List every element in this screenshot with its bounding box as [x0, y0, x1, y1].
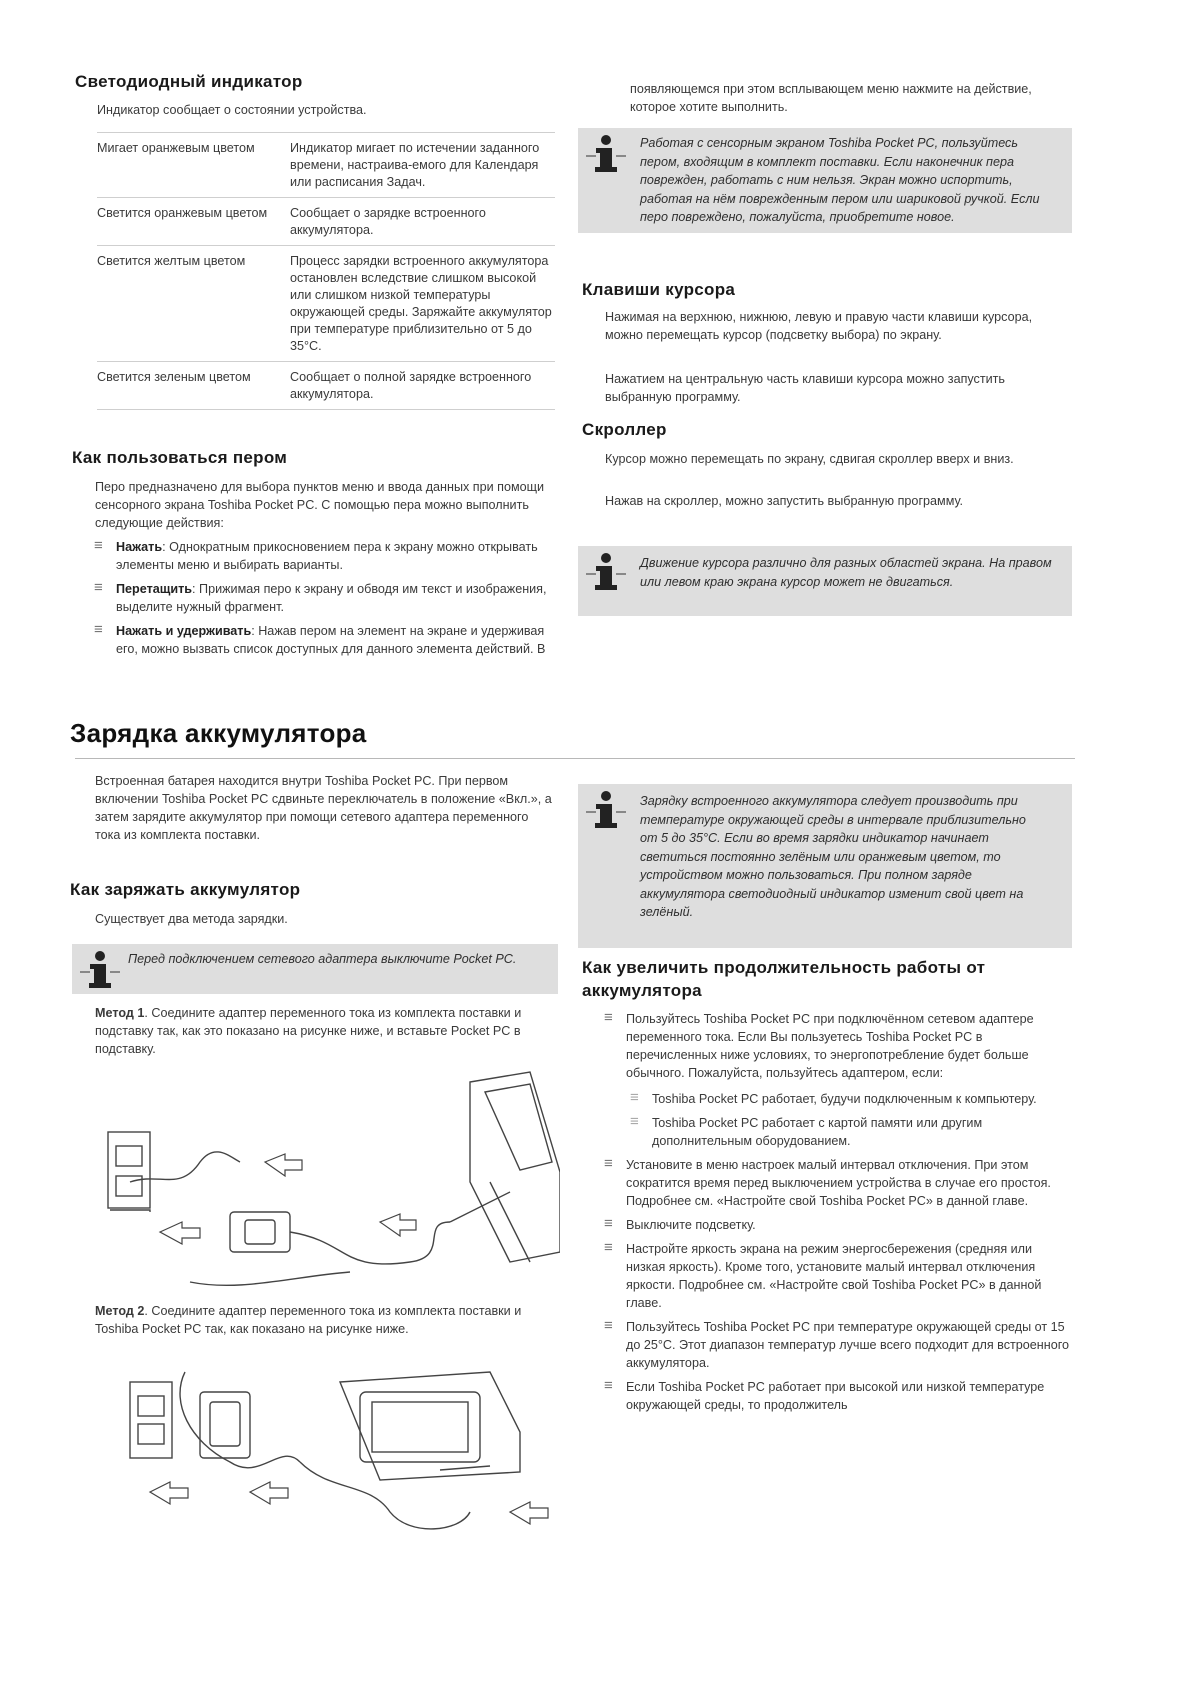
charging-intro: Встроенная батарея находится внутри Toshiba Pocket PC. При первом включении Toshiba Pocket PC сдвиньте переключатель в положение «Вкл.», а затем зарядите аккумулятор при помощи сетевого адаптера переменного тока из комплекта поставки.: [95, 774, 552, 842]
list-item: [600, 1378, 1072, 1414]
scroller-p1: Курсор можно перемещать по экрану, сдвигая скроллер вверх и вниз.: [605, 452, 1014, 466]
scroller-heading: Скроллер: [582, 420, 667, 439]
stylus-actions-list: [90, 538, 558, 664]
howto-heading: Как заряжать аккумулятор: [70, 880, 301, 899]
list-item: [90, 580, 558, 616]
cursor-heading: Клавиши курсора: [582, 280, 736, 299]
led-meaning: Процесс зарядки встроенного аккумулятора остановлен вследствие слишком высокой или слишком низкой температуры окружающей среды. Заряжайте аккумулятор при температуре приблизительно от 5 до 35°С.: [290, 246, 555, 362]
method2-text: [95, 1302, 557, 1338]
figure-method2-direct: [90, 1362, 560, 1542]
list-item: [90, 622, 558, 658]
scroller-p2: Нажав на скроллер, можно запустить выбранную программу.: [605, 494, 964, 508]
led-state: Мигает оранжевым цветом: [97, 133, 290, 198]
led-meaning: Сообщает о зарядке встроенного аккумулятора.: [290, 198, 555, 246]
figure-method1-cradle: [90, 1062, 560, 1292]
led-meaning: Индикатор мигает по истечении заданного времени, настраива-емого для Календаря или расписания Задач.: [290, 133, 555, 198]
list-item: [90, 538, 558, 574]
table-row: [97, 246, 555, 362]
tip-text: Пользуйтесь Toshiba Pocket PC при температуре окружающей среды от 15 до 25°С. Этот диапазон температур лучше всего подходит для встроенного аккумулятора.: [626, 1320, 1070, 1370]
action-term: Нажать и удерживать: [116, 624, 252, 638]
tip-text: Если Toshiba Pocket PC работает при высокой или низкой температуре окружающей среды, то продолжитель: [626, 1380, 1045, 1412]
tip-text: Настройте яркость экрана на режим энергосбережения (средняя или низкая яркость). Кроме того, установите малый интервал отключения яркости. Подробнее см. «Настройте свой Toshiba Pocket PC» в данной главе.: [626, 1242, 1042, 1310]
action-term: Нажать: [116, 540, 163, 554]
charging-heading: Зарядка аккумулятора: [70, 718, 367, 748]
list-item: [600, 1318, 1072, 1372]
note-adapter: [72, 944, 558, 994]
led-table: [97, 132, 555, 410]
cursor-p2: Нажатием на центральную часть клавиши курсора можно запустить выбранную программу.: [605, 372, 1005, 404]
note-text: Работая с сенсорным экраном Toshiba Pocket PC, пользуйтесь пером, входящим в комплект поставки. Если наконечник пера поврежден, работать с ним нельзя. Экран можно испортить, работая на нём поврежденным пером или шариковой ручкой. Если перо повреждено, пожалуйста, приобретите новое.: [640, 136, 1040, 224]
method2-label: Метод 2: [95, 1304, 145, 1318]
stylus-heading: Как пользоваться пером: [72, 448, 288, 467]
battery-tips-list: [600, 1010, 1072, 1420]
list-item: [600, 1240, 1072, 1312]
action-text: : Прижимая перо к экрану и обводя им текст и изображения, выделите нужный фрагмент.: [116, 582, 547, 614]
list-item: [626, 1090, 1072, 1108]
battery-life-heading: Как увеличить продолжительность работы от аккумулятора: [582, 958, 986, 1000]
table-row: [97, 133, 555, 198]
list-item: [600, 1156, 1072, 1210]
sub-list: [626, 1090, 1072, 1150]
howto-text: Существует два метода зарядки.: [95, 912, 288, 926]
stylus-intro: Перо предназначено для выбора пунктов меню и ввода данных при помощи сенсорного экрана Toshiba Pocket PC. С помощью пера можно выполнить следующие действия:: [95, 480, 545, 530]
note-cursor: [578, 546, 1072, 616]
led-state: Светится оранжевым цветом: [97, 198, 290, 246]
tip-text: Выключите подсветку.: [626, 1218, 756, 1232]
led-meaning: Сообщает о полной зарядке встроенного аккумулятора.: [290, 362, 555, 410]
list-item: [626, 1114, 1072, 1150]
method2-body: . Соедините адаптер переменного тока из комплекта поставки и Toshiba Pocket PC так, как показано на рисунке ниже.: [95, 1304, 522, 1336]
note-temperature: [578, 784, 1072, 948]
note-stylus: [578, 128, 1072, 233]
info-icon: [584, 788, 628, 830]
table-row: [97, 362, 555, 410]
method1-body: . Соедините адаптер переменного тока из комплекта поставки и подставку так, как это показано на рисунке ниже, и вставьте Pocket PC в подставку.: [95, 1006, 522, 1056]
method1-text: [95, 1004, 557, 1058]
sub-tip-text: Toshiba Pocket PC работает, будучи подключенным к компьютеру.: [652, 1092, 1037, 1106]
section-divider: [75, 758, 1075, 759]
action-text: : Нажав пером на элемент на экране и удерживая его, можно вызвать список доступных для данного элемента действий. В: [116, 624, 546, 656]
action-text: : Однократным прикосновением пера к экрану можно открывать элементы меню и выбирать варианты.: [116, 540, 538, 572]
continuation-text: появляющемся при этом всплывающем меню нажмите на действие, которое хотите выполнить.: [630, 82, 1032, 114]
note-text: Зарядку встроенного аккумулятора следует производить при температуре окружающей среды в интервале приблизительно от 5 до 35°С. Если во время зарядки индикатор начинает светиться постоянно зелёным или оранжевым цветом, то устройством можно пользоваться. При полном заряде аккумулятора светодиодный индикатор изменит свой цвет на зелёный.: [640, 794, 1026, 919]
table-row: [97, 198, 555, 246]
cursor-p1: Нажимая на верхнюю, нижнюю, левую и правую части клавиши курсора, можно перемещать курсор (подсветку выбора) по экрану.: [605, 310, 1033, 342]
list-item: [600, 1216, 1072, 1234]
info-icon: [78, 948, 122, 990]
tip-text: Пользуйтесь Toshiba Pocket PC при подключённом сетевом адаптере переменного тока. Если Вы пользуетесь Toshiba Pocket PC в перечисленных ниже условиях, то энергопотребление будет больше обычного. Пожалуйста, пользуйтесь адаптером, если:: [626, 1012, 1034, 1080]
led-intro: Индикатор сообщает о состоянии устройства.: [97, 103, 367, 117]
led-heading: Светодиодный индикатор: [75, 72, 303, 91]
led-state: Светится желтым цветом: [97, 246, 290, 362]
action-term: Перетащить: [116, 582, 193, 596]
info-icon: [584, 132, 628, 174]
tip-text: Установите в меню настроек малый интервал отключения. При этом сократится время перед выключением устройства в случае его простоя. Подробнее см. «Настройте свой Toshiba Pocket PC» в данной главе.: [626, 1158, 1051, 1208]
list-item: [600, 1010, 1072, 1150]
method1-label: Метод 1: [95, 1006, 145, 1020]
note-text: Перед подключением сетевого адаптера выключите Pocket PC.: [128, 952, 517, 966]
led-state: Светится зеленым цветом: [97, 362, 290, 410]
sub-tip-text: Toshiba Pocket PC работает с картой памяти или другим дополнительным оборудованием.: [652, 1116, 983, 1148]
info-icon: [584, 550, 628, 592]
note-text: Движение курсора различно для разных областей экрана. На правом или левом краю экрана курсор может не двигаться.: [640, 556, 1052, 589]
